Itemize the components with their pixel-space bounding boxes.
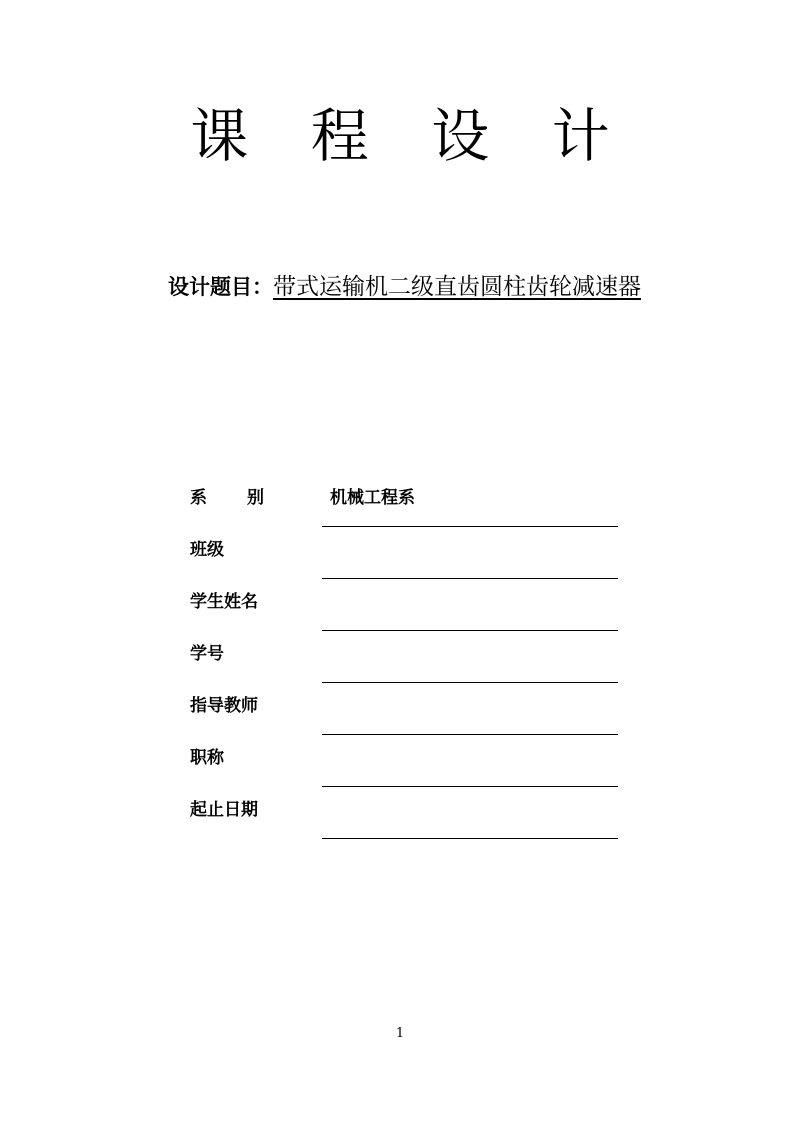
dates-row bbox=[190, 790, 620, 842]
class-row bbox=[190, 530, 620, 582]
department-label: 系别 bbox=[190, 488, 264, 508]
department-row bbox=[190, 478, 620, 530]
dates-underline bbox=[322, 838, 618, 839]
student-id-row bbox=[190, 634, 620, 686]
class-underline bbox=[322, 578, 618, 579]
design-topic-value: 带式运输机二级直齿圆柱齿轮减速器 bbox=[273, 274, 641, 300]
student-info-form bbox=[190, 478, 620, 842]
dates-label: 起止日期 bbox=[190, 800, 258, 820]
department-value: 机械工程系 bbox=[330, 488, 415, 508]
student-name-label: 学生姓名 bbox=[190, 592, 258, 612]
student-name-underline bbox=[322, 630, 618, 631]
page-number: 1 bbox=[395, 1026, 405, 1041]
design-topic-label: 设计题目： bbox=[168, 274, 273, 299]
student-id-label: 学号 bbox=[190, 644, 224, 664]
department-underline bbox=[322, 526, 618, 527]
advisor-underline bbox=[322, 734, 618, 735]
class-label: 班级 bbox=[190, 540, 224, 560]
advisor-label: 指导教师 bbox=[190, 696, 258, 716]
title-rank-underline bbox=[322, 786, 618, 787]
title-rank-label: 职称 bbox=[190, 748, 224, 768]
title-rank-row bbox=[190, 738, 620, 790]
student-name-row bbox=[190, 582, 620, 634]
student-id-underline bbox=[322, 682, 618, 683]
advisor-row bbox=[190, 686, 620, 738]
page-title: 课 程 设 计 bbox=[190, 102, 632, 170]
design-topic bbox=[168, 270, 641, 306]
